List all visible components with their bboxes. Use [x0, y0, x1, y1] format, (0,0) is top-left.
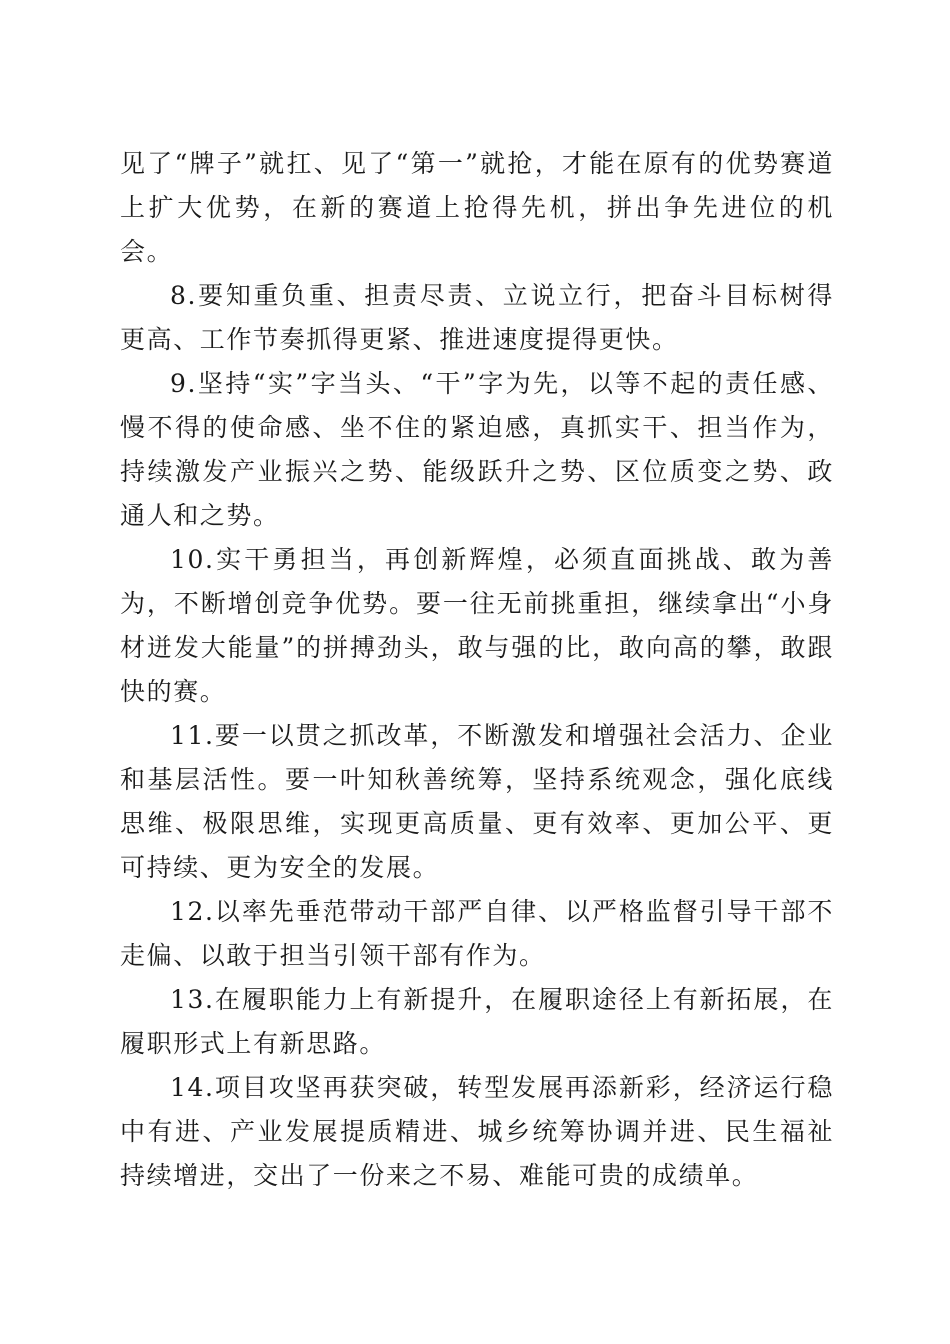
- paragraph-item-11: 11.要一以贯之抓改革，不断激发和增强社会活力、企业和基层活性。要一叶知秋善统筹，坚持系统观念，强化底线思维、极限思维，实现更高质量、更有效率、更加公平、更可持续、更为安全的发展。: [120, 721, 834, 882]
- paragraph-continuation: 见了“牌子”就扛、见了“第一”就抢，才能在原有的优势赛道上扩大优势，在新的赛道上抢得先机，拼出争先进位的机会。: [120, 149, 834, 266]
- paragraph-item-10: 10.实干勇担当，再创新辉煌，必须直面挑战、敢为善为，不断增创竞争优势。要一往无前挑重担，继续拿出“小身材迸发大能量”的拼搏劲头，敢与强的比，敢向高的攀，敢跟快的赛。: [120, 545, 834, 706]
- paragraph-item-8: 8.要知重负重、担责尽责、立说立行，把奋斗目标树得更高、工作节奏抓得更紧、推进速度提得更快。: [120, 281, 834, 354]
- paragraph-item-9: 9.坚持“实”字当头、“干”字为先，以等不起的责任感、慢不得的使命感、坐不住的紧迫感，真抓实干、担当作为，持续激发产业振兴之势、能级跃升之势、区位质变之势、政通人和之势。: [120, 369, 834, 530]
- paragraph-item-14: 14.项目攻坚再获突破，转型发展再添新彩，经济运行稳中有进、产业发展提质精进、城乡统筹协调并进、民生福祉持续增进，交出了一份来之不易、难能可贵的成绩单。: [120, 1073, 834, 1190]
- paragraph-item-12: 12.以率先垂范带动干部严自律、以严格监督引导干部不走偏、以敢于担当引领干部有作为。: [120, 897, 834, 970]
- paragraph-item-13: 13.在履职能力上有新提升，在履职途径上有新拓展，在履职形式上有新思路。: [120, 985, 834, 1058]
- document-body: [120, 142, 834, 1198]
